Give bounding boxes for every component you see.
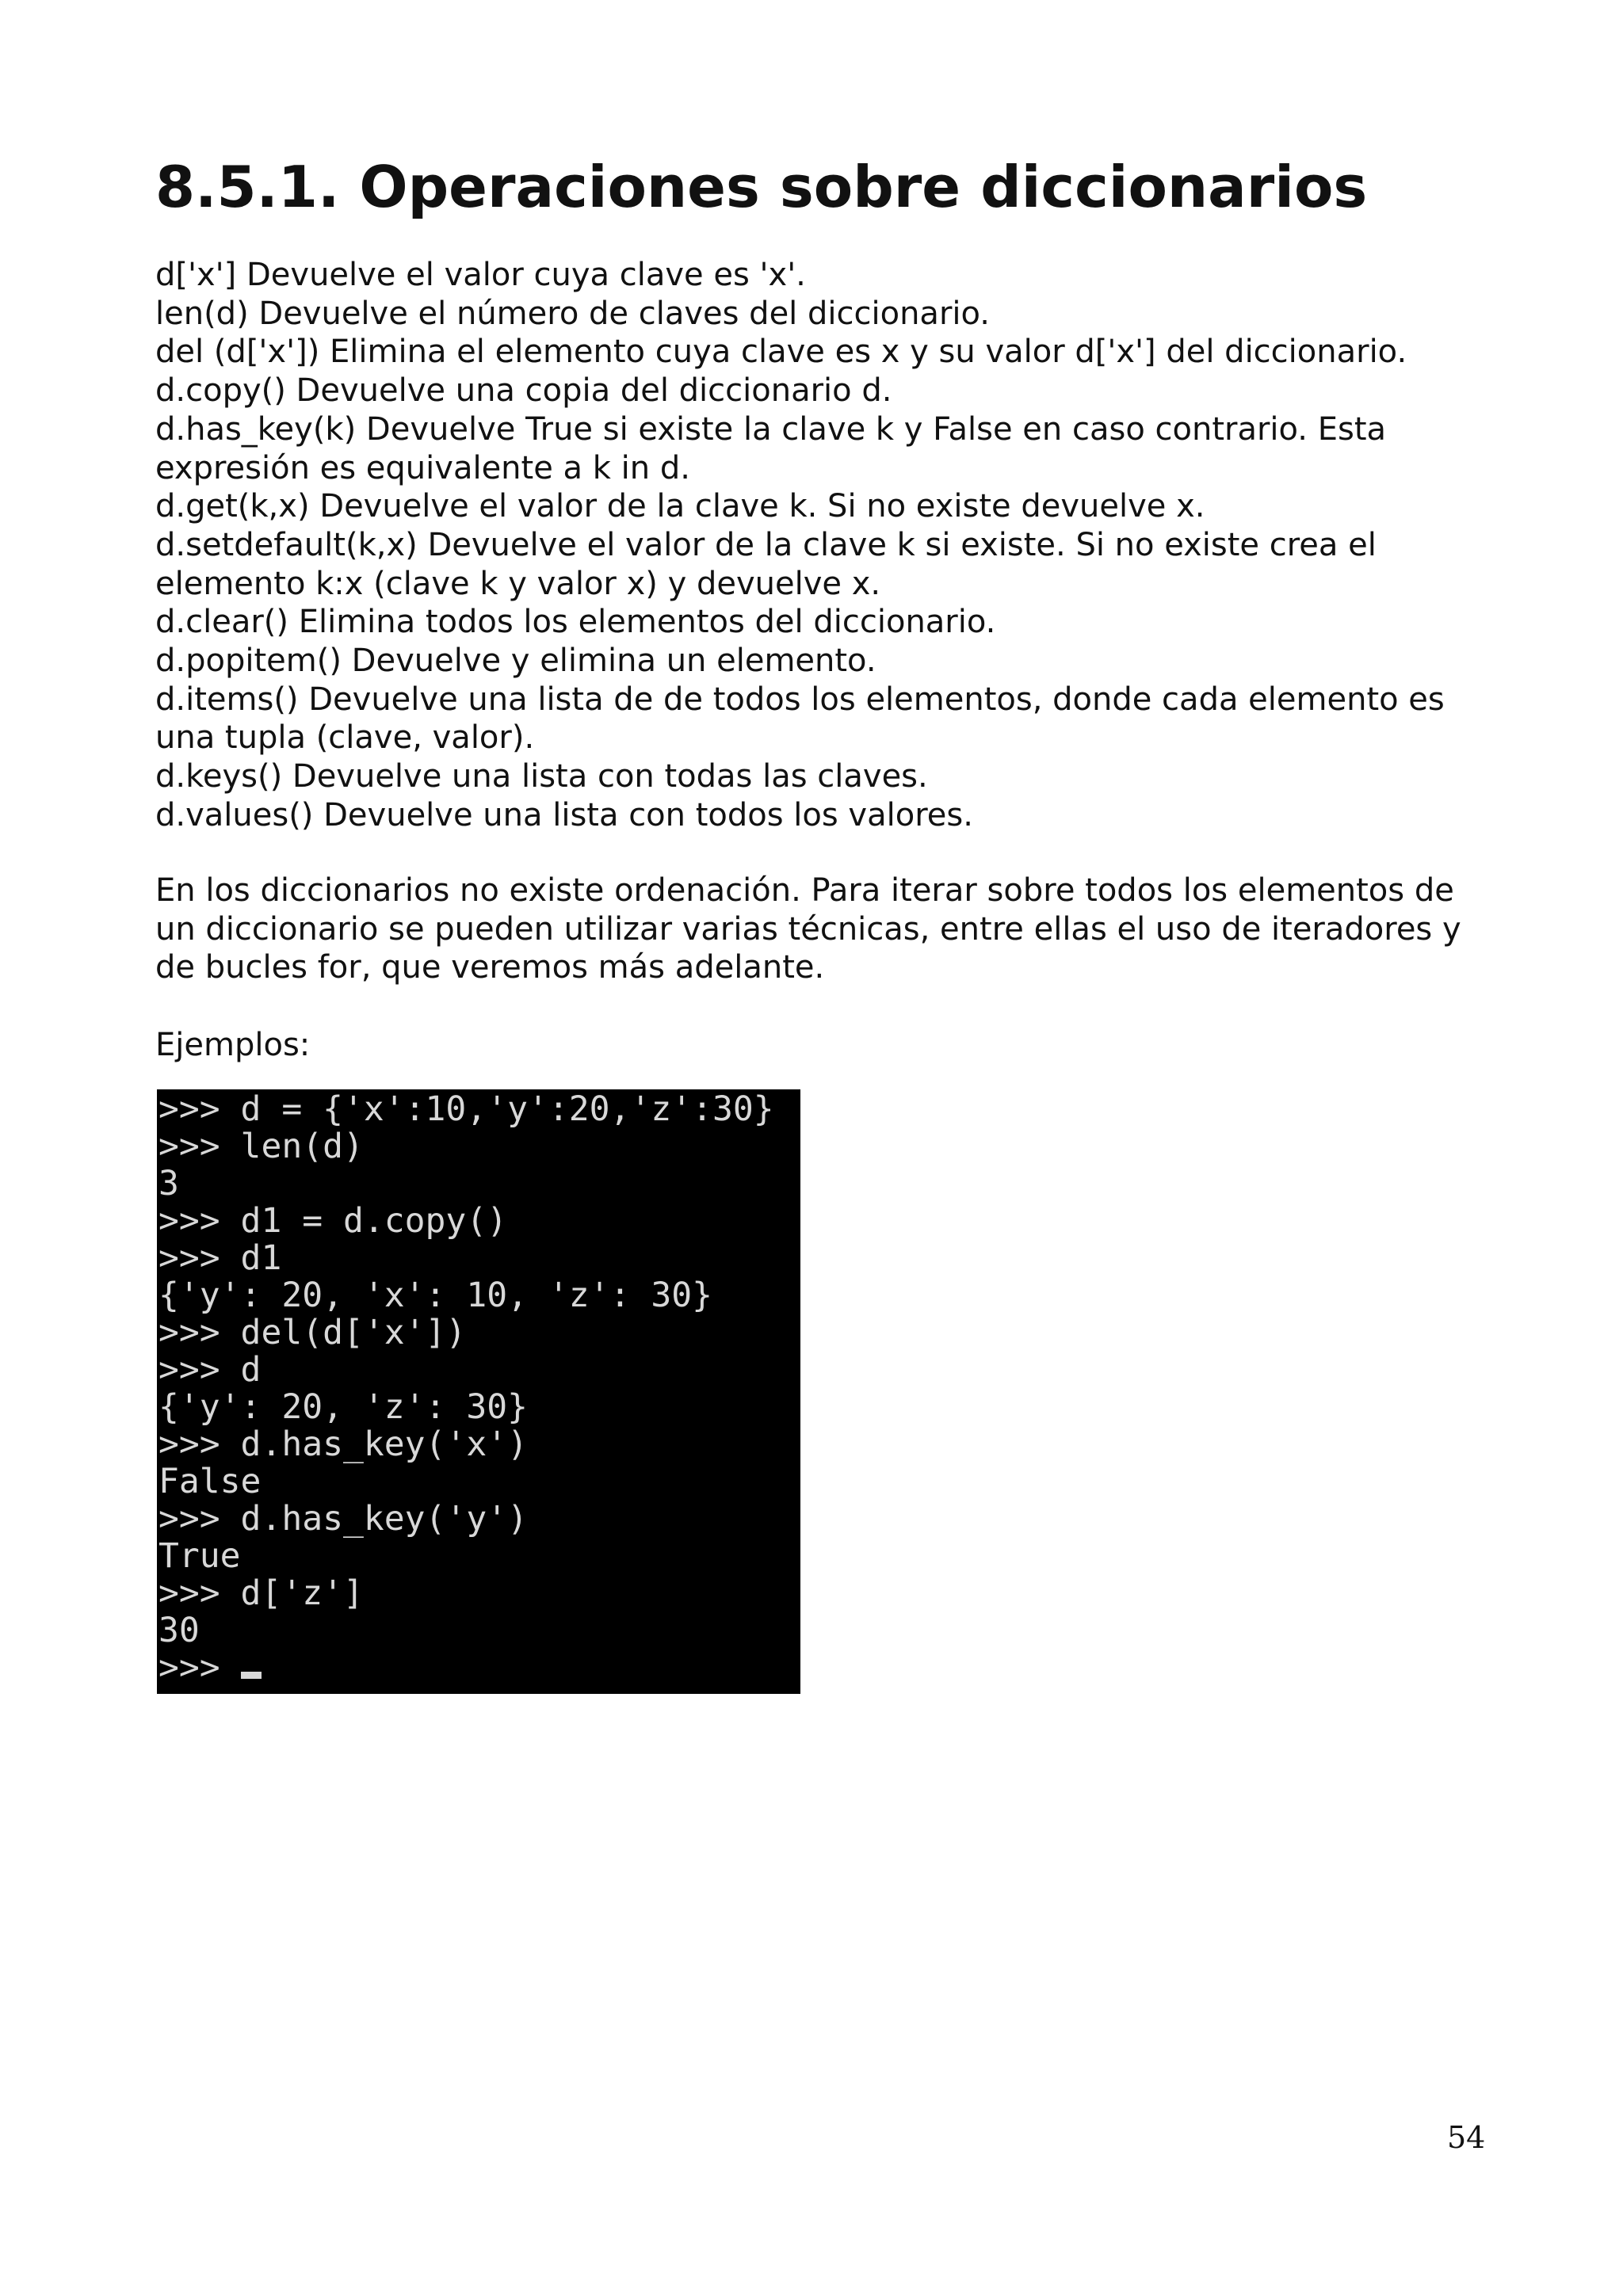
operations-list [155,256,1503,835]
console-line: {'y': 20, 'z': 30} [158,1387,528,1427]
page-number: 54 [1447,2120,1486,2155]
console-line: >>> d.has_key('x') [158,1425,528,1464]
console-line: >>> d1 [158,1238,282,1278]
console-line: >>> d [158,1350,262,1390]
console-line: 3 [158,1164,179,1203]
definition-item: d.keys() Devuelve una lista con todas las claves. [155,758,928,795]
console-line: False [158,1462,262,1501]
definition-item: del (d['x']) Elimina el elemento cuya clave es x y su valor d['x'] del diccionario. [155,334,1407,371]
definition-item: d.copy() Devuelve una copia del diccionario d. [155,372,892,410]
definition-item: d.has_key(k) Devuelve True si existe la clave k y False en caso contrario. Esta expresión es equivalente a k in d. [155,410,1387,486]
console-line: >>> del(d['x']) [158,1313,467,1352]
section-heading: 8.5.1. Operaciones sobre diccionarios [155,154,1368,220]
console-output [158,1091,774,1687]
console-line: True [158,1536,241,1576]
python-console-screenshot [157,1089,800,1694]
console-prompt-line[interactable] [158,1650,774,1687]
definition-item: d.popitem() Devuelve y elimina un elemento. [155,643,876,680]
console-line: >>> d1 = d.copy() [158,1201,508,1241]
console-line: >>> d['z'] [158,1573,364,1613]
console-line: >>> len(d) [158,1127,364,1166]
console-line: >>> d = {'x':10,'y':20,'z':30} [158,1089,774,1129]
definition-item: d['x'] Devuelve el valor cuya clave es 'x'. [155,257,806,293]
definition-item: d.values() Devuelve una lista con todos los valores. [155,796,973,833]
definition-item: d.items() Devuelve una lista de de todos los elementos, donde cada elemento es una tupla (clave, valor). [155,681,1445,757]
console-prompt: >>> [158,1648,241,1688]
definition-item: len(d) Devuelve el número de claves del diccionario. [155,295,990,332]
cursor-icon [241,1672,262,1679]
definition-item: d.setdefault(k,x) Devuelve el valor de la clave k si existe. Si no existe crea el elemento k:x (clave k y valor x) y devuelve x. [155,526,1377,602]
console-line: {'y': 20, 'x': 10, 'z': 30} [158,1276,712,1315]
console-line: >>> d.has_key('y') [158,1499,528,1539]
definition-item: d.get(k,x) Devuelve el valor de la clave k. Si no existe devuelve x. [155,488,1205,525]
console-line: 30 [158,1611,200,1650]
definition-item: d.clear() Elimina todos los elementos del diccionario. [155,604,996,641]
examples-label: Ejemplos: [155,1027,311,1063]
ordering-paragraph: En los diccionarios no existe ordenación. Para iterar sobre todos los elementos de un diccionario se pueden utilizar varias técnicas, entre ellas el uso de iteradores y de bucles for, que veremos más adelante. [155,872,1461,986]
